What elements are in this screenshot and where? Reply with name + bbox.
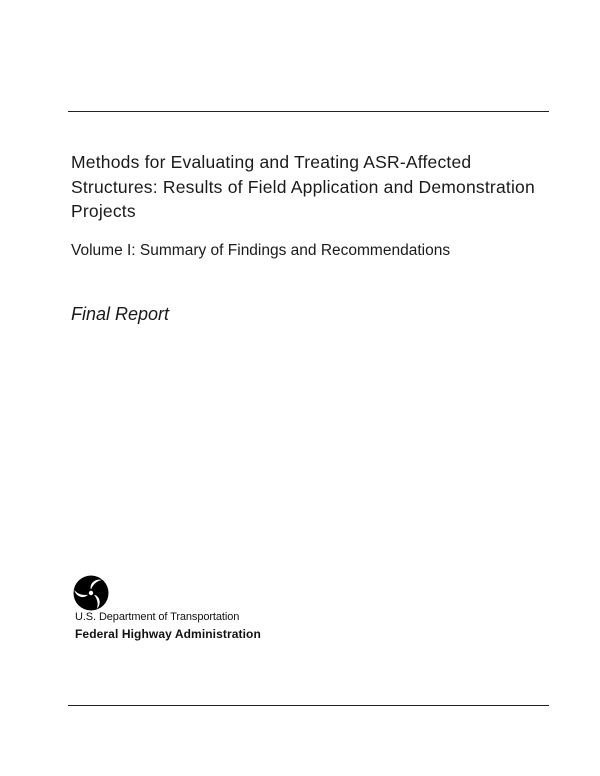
- administration-name: Federal Highway Administration: [75, 627, 261, 641]
- department-name: U.S. Department of Transportation: [75, 611, 240, 623]
- report-title: Methods for Evaluating and Treating ASR-Affected Structures: Results of Field Application and Demonstration Projects: [71, 152, 535, 221]
- dot-triskelion-logo-icon: [72, 574, 110, 612]
- volume-subtitle: Volume I: Summary of Findings and Recommendations: [71, 242, 451, 259]
- bottom-rule: [68, 705, 549, 706]
- top-rule: [68, 111, 549, 112]
- report-type: Final Report: [71, 304, 170, 324]
